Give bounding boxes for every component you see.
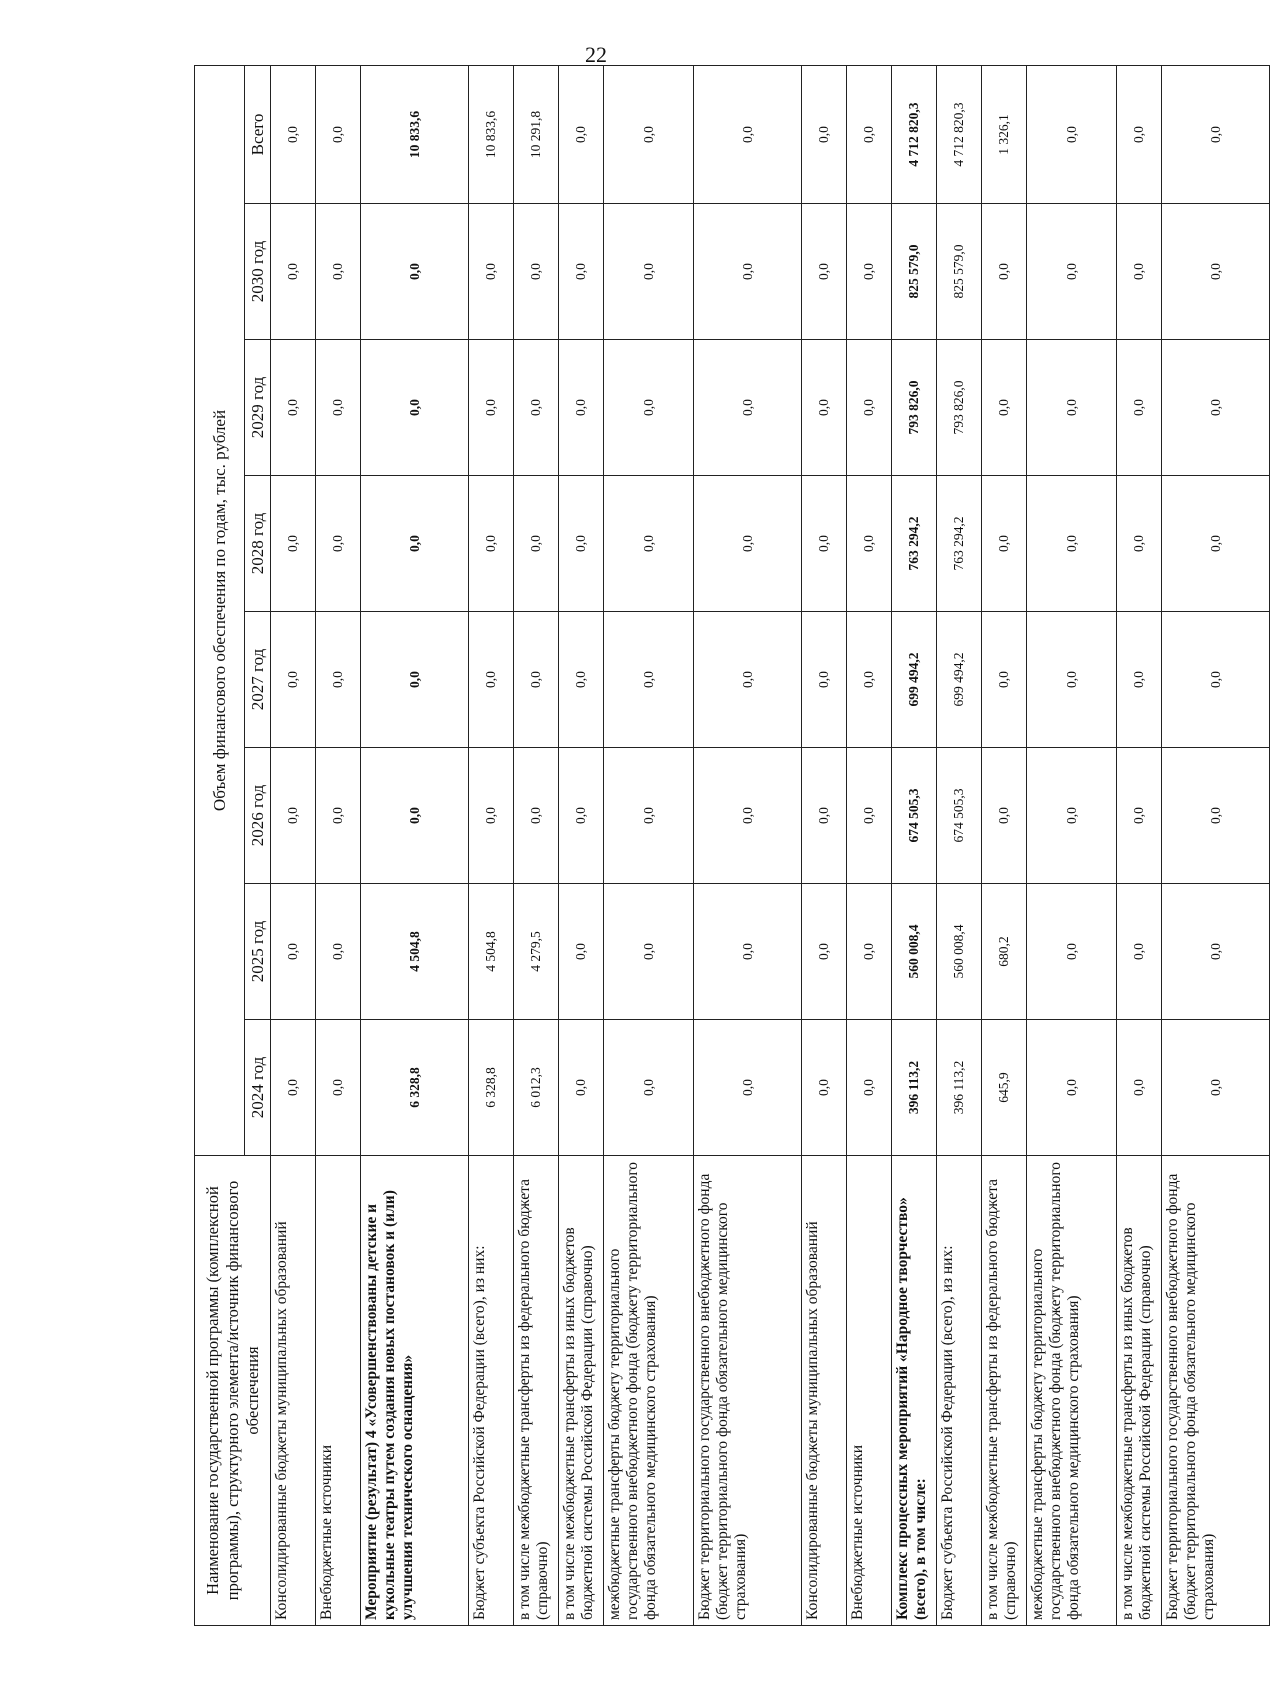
year-value-cell: 0,0 (604, 884, 694, 1020)
year-value-cell: 0,0 (514, 204, 559, 340)
year-value-cell: 0,0 (1027, 204, 1117, 340)
year-value-cell: 793 826,0 (937, 340, 982, 476)
year-value-cell: 0,0 (316, 476, 361, 612)
rotated-table-frame (194, 66, 1223, 1626)
year-value-cell: 674 505,3 (937, 748, 982, 884)
year-value-cell: 0,0 (982, 748, 1027, 884)
year-value-cell: 0,0 (847, 748, 892, 884)
year-value-cell: 0,0 (271, 748, 316, 884)
year-value-cell: 0,0 (316, 884, 361, 1020)
year-value-cell: 0,0 (847, 476, 892, 612)
year-value-cell: 0,0 (559, 476, 604, 612)
row-label: Внебюджетные источники (847, 1156, 892, 1626)
year-value-cell: 0,0 (694, 612, 802, 748)
year-value-cell: 0,0 (982, 476, 1027, 612)
total-value-cell: 0,0 (316, 65, 361, 203)
year-value-cell: 396 113,2 (892, 1020, 937, 1156)
table-row (1117, 65, 1162, 1625)
year-value-cell: 0,0 (361, 748, 469, 884)
total-value-cell: 0,0 (1027, 65, 1117, 203)
total-header: Всего (245, 65, 271, 203)
year-value-cell: 4 504,8 (469, 884, 514, 1020)
year-value-cell: 0,0 (469, 476, 514, 612)
year-value-cell: 0,0 (802, 748, 847, 884)
row-label: в том числе межбюджетные трансферты из федерального бюджета (справочно) (514, 1156, 559, 1626)
year-value-cell: 0,0 (316, 612, 361, 748)
year-value-cell: 4 504,8 (361, 884, 469, 1020)
total-value-cell: 0,0 (1117, 65, 1162, 203)
row-label: Бюджет территориального государственного внебюджетного фонда (бюджет территориального фонда обязательного медицинского страхования) (694, 1156, 802, 1626)
year-value-cell: 0,0 (802, 612, 847, 748)
year-value-cell: 396 113,2 (937, 1020, 982, 1156)
year-value-cell: 0,0 (694, 204, 802, 340)
year-value-cell: 0,0 (604, 204, 694, 340)
year-value-cell: 0,0 (1162, 340, 1270, 476)
table-row (604, 65, 694, 1625)
total-value-cell: 10 833,6 (469, 65, 514, 203)
row-label: Бюджет территориального государственного внебюджетного фонда (бюджет территориального фонда обязательного медицинского страхования) (1162, 1156, 1270, 1626)
year-value-cell: 0,0 (271, 884, 316, 1020)
year-value-cell: 0,0 (1117, 884, 1162, 1020)
year-value-cell: 0,0 (694, 340, 802, 476)
year-value-cell: 0,0 (847, 340, 892, 476)
year-value-cell: 699 494,2 (892, 612, 937, 748)
total-value-cell: 4 712 820,3 (937, 65, 982, 203)
total-value-cell: 0,0 (694, 65, 802, 203)
year-header: 2025 год (245, 884, 271, 1020)
year-value-cell: 0,0 (514, 476, 559, 612)
year-value-cell: 0,0 (802, 476, 847, 612)
year-value-cell: 6 012,3 (514, 1020, 559, 1156)
year-value-cell: 0,0 (316, 1020, 361, 1156)
table-row (982, 65, 1027, 1625)
row-label: Консолидированные бюджеты муниципальных образований (802, 1156, 847, 1626)
year-value-cell: 0,0 (802, 340, 847, 476)
year-value-cell: 0,0 (514, 340, 559, 476)
year-value-cell: 0,0 (316, 340, 361, 476)
year-value-cell: 0,0 (1162, 204, 1270, 340)
year-value-cell: 0,0 (1162, 884, 1270, 1020)
year-value-cell: 0,0 (982, 340, 1027, 476)
row-label: межбюджетные трансферты бюджету территориального государственного внебюджетного фонда (бюджету территориального фонда обязательного медицинского страхования) (1027, 1156, 1117, 1626)
year-value-cell: 0,0 (559, 204, 604, 340)
year-value-cell: 0,0 (361, 204, 469, 340)
total-value-cell: 0,0 (271, 65, 316, 203)
year-value-cell: 0,0 (982, 204, 1027, 340)
year-value-cell: 0,0 (361, 476, 469, 612)
table-row (559, 65, 604, 1625)
row-label: в том числе межбюджетные трансферты из иных бюджетов бюджетной системы Российской Федерации (справочно) (1117, 1156, 1162, 1626)
year-value-cell: 6 328,8 (361, 1020, 469, 1156)
year-value-cell: 674 505,3 (892, 748, 937, 884)
year-value-cell: 0,0 (604, 340, 694, 476)
year-value-cell: 0,0 (316, 204, 361, 340)
year-value-cell: 0,0 (514, 748, 559, 884)
table-row (316, 65, 361, 1625)
year-value-cell: 6 328,8 (469, 1020, 514, 1156)
table-row (937, 65, 982, 1625)
table-body (271, 65, 1270, 1625)
year-value-cell: 0,0 (1117, 204, 1162, 340)
year-value-cell: 0,0 (559, 748, 604, 884)
year-value-cell: 645,9 (982, 1020, 1027, 1156)
year-value-cell: 0,0 (694, 1020, 802, 1156)
year-value-cell: 699 494,2 (937, 612, 982, 748)
table-row (847, 65, 892, 1625)
year-value-cell: 0,0 (469, 612, 514, 748)
year-value-cell: 0,0 (982, 612, 1027, 748)
header-volume-cell: Объем финансового обеспечения по годам, тыс. рублей (195, 65, 245, 1155)
year-value-cell: 825 579,0 (892, 204, 937, 340)
year-value-cell: 0,0 (847, 1020, 892, 1156)
row-label: в том числе межбюджетные трансферты из иных бюджетов бюджетной системы Российской Федерации (справочно) (559, 1156, 604, 1626)
page-number: 22 (585, 42, 607, 67)
year-value-cell: 0,0 (361, 340, 469, 476)
year-value-cell: 560 008,4 (892, 884, 937, 1020)
total-value-cell: 0,0 (847, 65, 892, 203)
year-header: 2030 год (245, 204, 271, 340)
year-value-cell: 0,0 (802, 204, 847, 340)
year-value-cell: 0,0 (604, 612, 694, 748)
year-value-cell: 4 279,5 (514, 884, 559, 1020)
year-value-cell: 0,0 (559, 1020, 604, 1156)
year-value-cell: 0,0 (847, 884, 892, 1020)
year-value-cell: 0,0 (559, 340, 604, 476)
row-label: Внебюджетные источники (316, 1156, 361, 1626)
row-label: Комплекс процессных мероприятий «Народное творчество» (всего), в том числе: (892, 1156, 937, 1626)
year-value-cell: 0,0 (1162, 1020, 1270, 1156)
total-value-cell: 0,0 (559, 65, 604, 203)
year-value-cell: 0,0 (1027, 748, 1117, 884)
financing-table (194, 65, 1270, 1626)
header-name-cell: Наименование государственной программы (комплексной программы), структурного элемента/источник финансового обеспечения (195, 1156, 271, 1626)
year-value-cell: 0,0 (271, 476, 316, 612)
year-value-cell: 0,0 (271, 1020, 316, 1156)
year-value-cell: 0,0 (559, 612, 604, 748)
year-value-cell: 0,0 (694, 748, 802, 884)
year-value-cell: 0,0 (1117, 340, 1162, 476)
year-value-cell: 0,0 (1162, 612, 1270, 748)
total-value-cell: 4 712 820,3 (892, 65, 937, 203)
table-row (802, 65, 847, 1625)
year-value-cell: 0,0 (1117, 612, 1162, 748)
row-label: Бюджет субъекта Российской Федерации (всего), из них: (469, 1156, 514, 1626)
year-value-cell: 0,0 (1162, 748, 1270, 884)
year-value-cell: 0,0 (316, 748, 361, 884)
year-value-cell: 0,0 (271, 204, 316, 340)
year-value-cell: 0,0 (559, 884, 604, 1020)
total-value-cell: 10 291,8 (514, 65, 559, 203)
year-header: 2029 год (245, 340, 271, 476)
year-header: 2026 год (245, 748, 271, 884)
year-value-cell: 0,0 (469, 204, 514, 340)
row-label: Консолидированные бюджеты муниципальных образований (271, 1156, 316, 1626)
year-value-cell: 0,0 (469, 748, 514, 884)
year-value-cell: 0,0 (469, 340, 514, 476)
year-value-cell: 0,0 (847, 204, 892, 340)
year-value-cell: 560 008,4 (937, 884, 982, 1020)
year-value-cell: 0,0 (514, 612, 559, 748)
year-value-cell: 0,0 (802, 1020, 847, 1156)
year-value-cell: 0,0 (1027, 1020, 1117, 1156)
table-header (195, 65, 271, 1625)
row-label: в том числе межбюджетные трансферты из федерального бюджета (справочно) (982, 1156, 1027, 1626)
table-row (361, 65, 469, 1625)
year-value-cell: 763 294,2 (937, 476, 982, 612)
year-value-cell: 763 294,2 (892, 476, 937, 612)
row-label: Бюджет субъекта Российской Федерации (всего), из них: (937, 1156, 982, 1626)
year-value-cell: 0,0 (1027, 612, 1117, 748)
year-value-cell: 0,0 (1027, 340, 1117, 476)
total-value-cell: 0,0 (1162, 65, 1270, 203)
total-value-cell: 1 326,1 (982, 65, 1027, 203)
year-header: 2024 год (245, 1020, 271, 1156)
total-value-cell: 0,0 (604, 65, 694, 203)
year-value-cell: 0,0 (847, 612, 892, 748)
year-value-cell: 0,0 (361, 612, 469, 748)
year-value-cell: 0,0 (1117, 476, 1162, 612)
year-value-cell: 0,0 (271, 612, 316, 748)
year-value-cell: 0,0 (604, 1020, 694, 1156)
year-value-cell: 0,0 (802, 884, 847, 1020)
year-value-cell: 0,0 (1162, 476, 1270, 612)
total-value-cell: 0,0 (802, 65, 847, 203)
rotated-table-area (194, 66, 1223, 1626)
year-value-cell: 0,0 (1117, 1020, 1162, 1156)
year-value-cell: 0,0 (271, 340, 316, 476)
year-header: 2028 год (245, 476, 271, 612)
table-row (514, 65, 559, 1625)
table-row (892, 65, 937, 1625)
row-label: межбюджетные трансферты бюджету территориального государственного внебюджетного фонда (бюджету территориального фонда обязательного медицинского страхования) (604, 1156, 694, 1626)
year-value-cell: 0,0 (604, 748, 694, 884)
row-label: Мероприятие (результат) 4 «Усовершенствованы детские и кукольные театры путем создания новых постановок и (или) улучшения технического оснащения» (361, 1156, 469, 1626)
total-value-cell: 10 833,6 (361, 65, 469, 203)
table-row (1027, 65, 1117, 1625)
year-value-cell: 0,0 (604, 476, 694, 612)
year-value-cell: 680,2 (982, 884, 1027, 1020)
year-value-cell: 793 826,0 (892, 340, 937, 476)
year-value-cell: 0,0 (694, 476, 802, 612)
year-header: 2027 год (245, 612, 271, 748)
year-value-cell: 0,0 (1117, 748, 1162, 884)
table-row (694, 65, 802, 1625)
year-value-cell: 825 579,0 (937, 204, 982, 340)
table-row (469, 65, 514, 1625)
year-value-cell: 0,0 (694, 884, 802, 1020)
year-value-cell: 0,0 (1027, 884, 1117, 1020)
table-row (271, 65, 316, 1625)
year-value-cell: 0,0 (1027, 476, 1117, 612)
table-row (1162, 65, 1270, 1625)
